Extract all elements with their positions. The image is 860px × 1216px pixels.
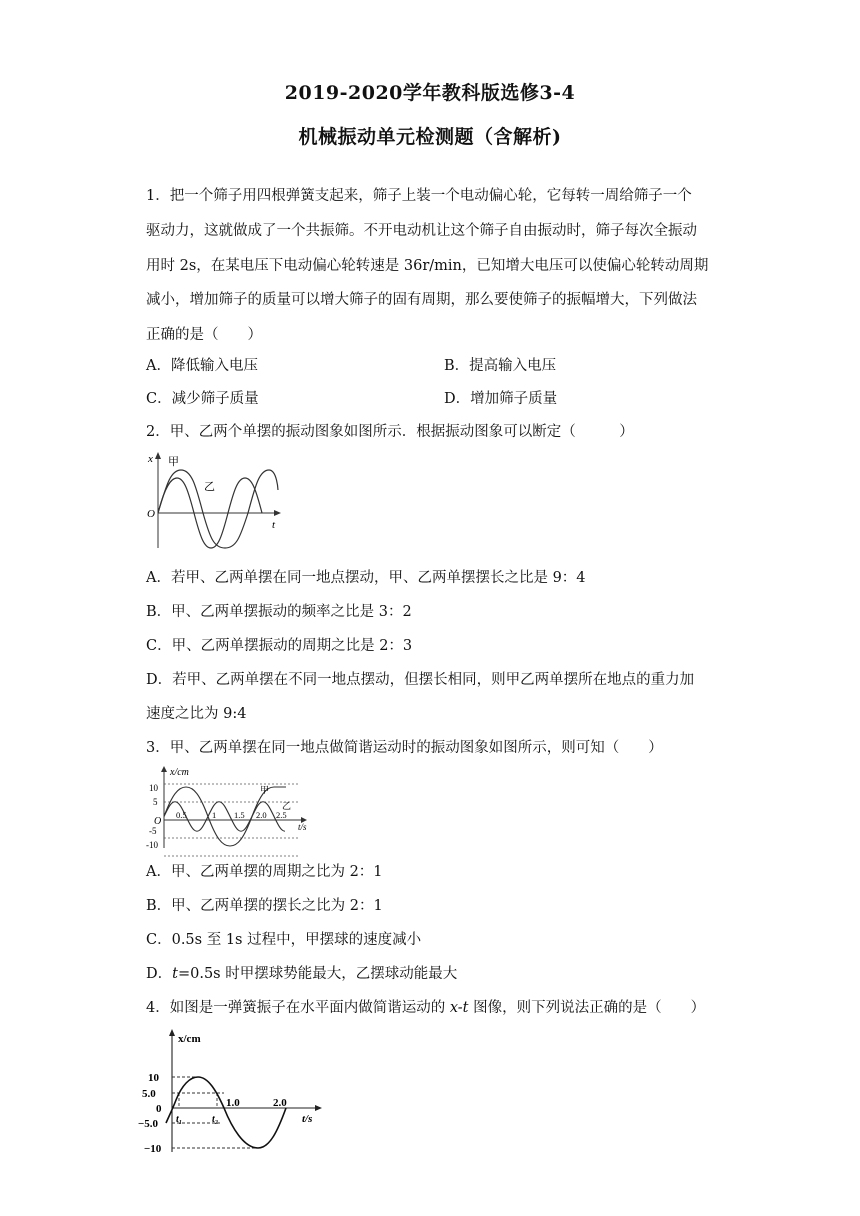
document-subtitle: 机械振动单元检测题（含解析): [298, 126, 562, 148]
q4-t2-label: t₂: [212, 1114, 219, 1125]
q1-option-a[interactable]: A．降低输入电压: [146, 358, 258, 374]
q3-option-b[interactable]: B．甲、乙两单摆的摆长之比为 2：1: [146, 898, 383, 914]
q3-y-tick-5: 5: [153, 797, 158, 807]
q1-option-c[interactable]: C．减少筛子质量: [146, 391, 259, 407]
q2-vibration-graph: [144, 450, 288, 558]
q2-option-d-line-2: 速度之比为 9:4: [146, 706, 247, 722]
q4-y-tick-neg5: −5.0: [138, 1118, 159, 1130]
q2-option-a[interactable]: A．若甲、乙两单摆在同一地点摆动，甲、乙两单摆摆长之比是 9：4: [146, 570, 586, 586]
q3-t-tick-1: 1: [212, 810, 217, 820]
q4-xt-graph: [140, 1028, 330, 1156]
q4-stem-prefix: 4．如图是一弹簧振子在水平面内做简谐运动的: [146, 1000, 450, 1016]
q3-t-tick-2.5: 2.5: [276, 810, 287, 820]
document-title: 2019-2020学年教科版选修3-4: [284, 82, 576, 104]
q4-origin-label: 0: [156, 1103, 162, 1115]
q4-t1-label: t₁: [176, 1114, 183, 1125]
q3-option-d-variable: t: [172, 966, 178, 982]
q3-option-a[interactable]: A．甲、乙两单摆的周期之比为 2：1: [146, 864, 383, 880]
q3-y-tick-neg10: -10: [146, 840, 158, 850]
q4-stem-suffix: 图像，则下列说法正确的是（ ）: [468, 1000, 706, 1016]
q3-option-d[interactable]: [146, 964, 457, 984]
q1-line-3: 用时 2s，在某电压下电动偏心轮转速是 36r/min，已知增大电压可以使偏心轮转动周期: [146, 258, 709, 274]
q4-x-axis-label: x/cm: [178, 1033, 201, 1045]
q1-line-1: 1．把一个筛子用四根弹簧支起来，筛子上装一个电动偏心轮，它每转一周给筛子一个: [146, 188, 692, 204]
q3-stem: 3．甲、乙两单摆在同一地点做简谐运动时的振动图象如图所示，则可知（ ）: [146, 740, 663, 756]
q3-option-c[interactable]: C．0.5s 至 1s 过程中，甲摆球的速度减小: [146, 932, 422, 948]
q4-curve: [166, 1077, 286, 1148]
q2-option-d-line-1[interactable]: D．若甲、乙两单摆在不同一地点摆动，但摆长相同，则甲乙两单摆所在地点的重力加: [146, 672, 695, 688]
q3-option-d-prefix: D．: [146, 966, 173, 982]
q3-label-yi: 乙: [282, 801, 292, 811]
q2-stem: 2．甲、乙两个单摆的振动图象如图所示．根据振动图象可以断定（ ）: [146, 424, 634, 440]
q4-y-tick-5: 5.0: [142, 1088, 156, 1100]
q1-line-2: 驱动力，这就做成了一个共振筛。不开电动机让这个筛子自由振动时，筛子每次全振动: [146, 223, 697, 239]
q3-origin-label: O: [154, 816, 162, 827]
q2-t-axis-label: t: [272, 519, 276, 531]
q2-label-yi: 乙: [204, 481, 215, 493]
q2-curve-yi: [158, 470, 278, 548]
q3-vibration-graph: [148, 764, 318, 850]
q4-t-axis-label: t/s: [302, 1113, 313, 1125]
q4-y-tick-10: 10: [148, 1072, 159, 1084]
q3-y-tick-10: 10: [149, 783, 158, 793]
q4-stem-variable: x-t: [449, 1000, 469, 1016]
q4-y-tick-neg10: −10: [144, 1143, 162, 1155]
q3-y-tick-neg5: -5: [149, 826, 157, 836]
q1-option-b[interactable]: B．提高输入电压: [444, 358, 557, 374]
q2-option-c[interactable]: C．甲、乙两单摆振动的周期之比是 2：3: [146, 638, 413, 654]
q1-option-d[interactable]: D．增加筛子质量: [444, 391, 558, 407]
q4-stem: [146, 998, 705, 1018]
q3-t-tick-2.0: 2.0: [256, 810, 267, 820]
q1-line-5: 正确的是（ ）: [146, 327, 262, 343]
q2-option-b[interactable]: B．甲、乙两单摆振动的频率之比是 3：2: [146, 604, 412, 620]
q3-t-axis-label: t/s: [298, 822, 307, 832]
q1-line-4: 减小，增加筛子的质量可以增大筛子的固有周期，那么要使筛子的振幅增大，下列做法: [146, 292, 697, 308]
q4-t-tick-2.0: 2.0: [273, 1097, 287, 1109]
q3-option-d-text: =0.5s 时甲摆球势能最大，乙摆球动能最大: [177, 966, 458, 982]
q2-origin-label: O: [147, 508, 155, 520]
q4-t-tick-1.0: 1.0: [226, 1097, 240, 1109]
q2-label-jia: 甲: [168, 456, 179, 468]
q3-x-axis-label: x/cm: [170, 767, 189, 778]
q2-x-axis-label: x: [148, 453, 153, 465]
q3-t-tick-1.5: 1.5: [234, 810, 245, 820]
q3-label-jia: 甲: [260, 785, 270, 795]
q3-t-tick-0.5: 0.5: [176, 810, 187, 820]
